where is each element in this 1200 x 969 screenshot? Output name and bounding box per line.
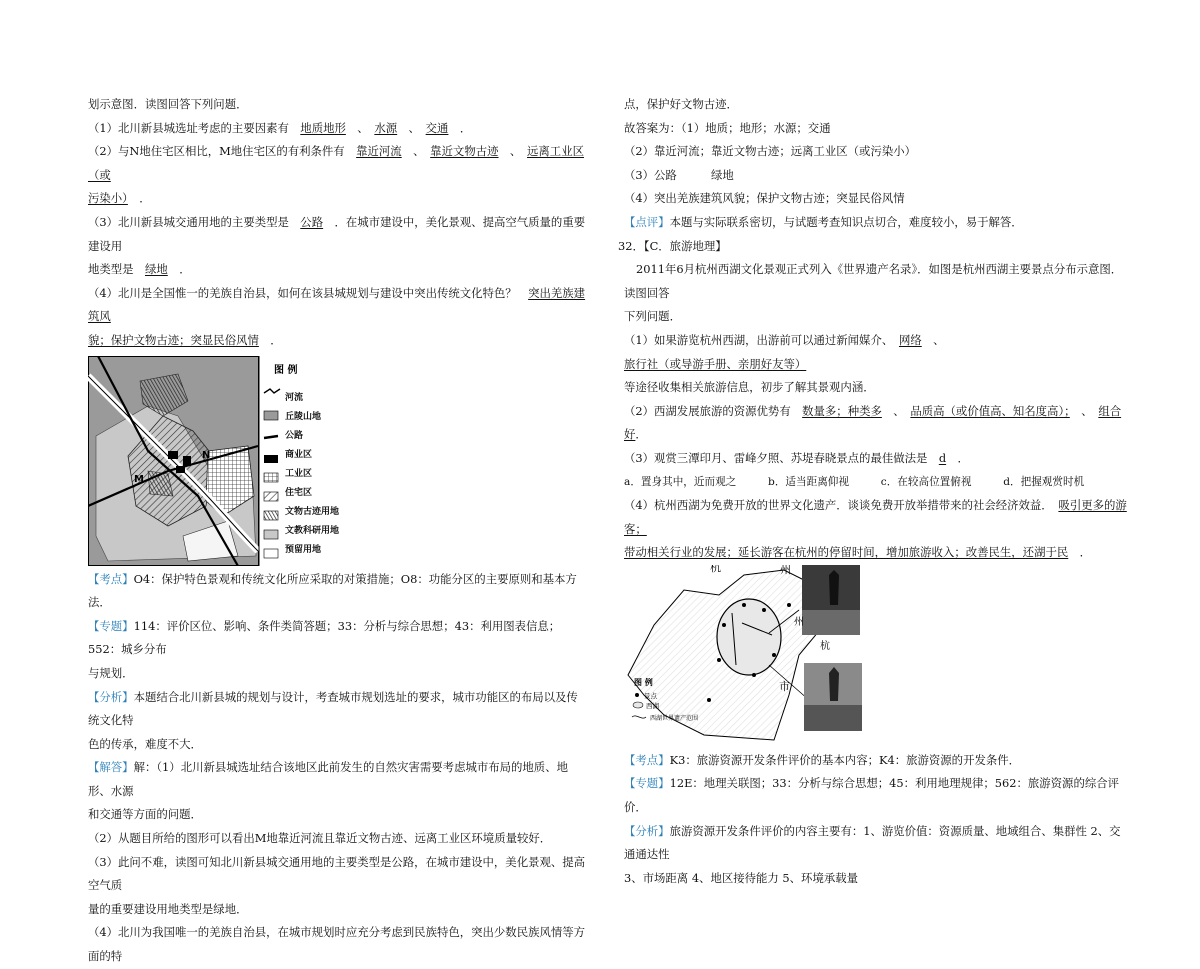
final-answer-3: （3）公路 绿地 [624,167,734,182]
question-4: （4）北川是全国惟一的羌族自治县，如何在该县城规划与建设中突出传统文化特色？ 突出羌族建筑风 [88,285,586,324]
legend-scenic-spot: 景点 [644,691,657,700]
q32-intro: 2011年6月杭州西湖文化景观正式列入《世界遗产名录》．如图是杭州西湖主要景点分布示意图．读图回答 [624,262,1123,300]
legend-heritage-range: 西湖世界遗产范围 [650,714,699,722]
q32-question-1-cont: 等途径收集相关旅游信息，初步了解其景观内涵． [624,380,875,395]
final-answer-1: 故答案为：（1）地质；地形；水源；交通 [624,120,831,135]
answer-2: （2）从题目所给的图形可以看出M地靠近河流且靠近文物古迹、远离工业区环境质量较好． [88,831,552,846]
map-label-n: N [202,449,211,461]
zhuanti-line-cont: 与规划． [88,665,134,680]
q32-intro-cont: 下列问题． [624,309,681,324]
map-label-m: M [134,473,144,485]
legend-education: 文教科研用地 [285,525,340,536]
r-kaodian-line: 【考点】K3：旅游资源开发条件评价的基本内容；K4：旅游资源的开发条件． [624,752,1021,767]
legend-heritage: 文物古迹用地 [285,506,340,517]
right-column [618,93,1130,890]
q32-question-2-cont: 好． [624,427,647,442]
legend-river: 河流 [285,392,304,403]
legend-commercial: 商业区 [285,449,313,460]
r-fenxi-line: 【分析】旅游资源开发条件评价的内容主要有：1、游览价值：资源质量、地域组合、集群性 2、交通通达性 [624,823,1121,862]
r-zhuanti-tag: 【专题】 [624,776,670,791]
west-lake-legend-title: 图 例 [634,677,653,687]
legend-hills: 丘陵山地 [285,411,322,422]
q32-title: 32．【C．旅游地理】 [618,238,727,253]
beichuan-map [88,356,388,566]
dianping-tag: 【点评】 [624,214,670,229]
answer-4: （4）北川为我国唯一的羌族自治县，在城市规划时应充分考虑到民族特色，突出少数民族风情等方面的特 [88,925,586,964]
legend-residential: 住宅区 [285,487,313,498]
jieda-tag: 【解答】 [88,760,134,775]
beichuan-map-figure [88,356,388,566]
final-answer-4: （4）突出羌族建筑风貌；保护文物古迹；突显民俗风情 [624,191,905,206]
question-3: （3）北川新县城交通用地的主要类型是 公路 ．在城市建设中，美化景观、提高空气质量的重要建设用 [88,214,586,253]
fenxi-line-cont: 色的传承，难度不大． [88,736,202,751]
r-kaodian-tag: 【考点】 [624,752,670,767]
answer-3: （3）此问不难，读图可知北川新县城交通用地的主要类型是公路，在城市建设中，美化景观、提高空气质 [88,854,586,893]
zhuanti-tag: 【专题】 [88,618,134,633]
q32-question-4: （4）杭州西湖为免费开放的世界文化遗产．谈谈免费开放举措带来的社会经济效益． 吸引更多的游客； [624,498,1127,536]
question-3-cont: 地类型是 绿地 ． [88,262,191,277]
question-1: （1）北川新县城选址考虑的主要因素有 地质地形 、 水源 、 交通 ． [88,120,472,135]
q32-question-4-cont: 带动相关行业的发展；延长游客在杭州的停留时间，增加旅游收入；改善民生，还湖于民 ． [624,545,1092,560]
question-4-cont: 貌；保护文物古迹；突显民俗风情 ． [88,332,282,347]
q32-question-3: （3）观赏三潭印月、雷峰夕照、苏堤春晓景点的最佳做法是 d ． [624,450,969,465]
legend-industrial: 工业区 [285,468,313,479]
map-label-shi: 市 [779,679,790,693]
intro-line: 划示意图．读图回答下列问题． [88,97,248,111]
question-2-cont: 污染小） ． [88,191,151,206]
left-column [88,93,588,969]
map-label-zhou: 州 [780,564,791,576]
q32-options: a．置身其中，近而观之 b．适当距离仰视 c．在较高位置俯视 d．把握观赏时机 [624,475,1085,488]
question-2: （2）与N地住宅区相比，M地住宅区的有利条件有 靠近河流 、 靠近文物古迹 、 远离工业区（或 [88,144,584,182]
answer-3-cont: 量的重要建设用地类型是绿地． [88,901,248,916]
legend-west-lake: 西湖 [646,701,659,710]
kaodian-line: 【考点】O4：保护特色景观和传统文化所应采取的对策措施；O8：功能分区的主要原则和基本方法． [88,571,577,610]
jieda-line-cont: 和交通等方面的问题． [88,807,202,822]
answer-4-cont: 点，保护好文物古迹． [624,97,738,111]
r-fenxi-line-cont: 3、市场距离 4、地区接待能力 5、环境承载量 [624,870,859,885]
q32-question-1: （1）如果游览杭州西湖，出游前可以通过新闻媒介、 网络 、 旅行社（或导游手册、亲朋好友等） [624,332,951,371]
map-label-hang2: 杭 [820,640,830,652]
fenxi-line: 【分析】本题结合北川新县城的规划与设计，考查城市规划选址的要求，城市功能区的布局以及传统文化特 [88,689,578,728]
dianping-line: 【点评】本题与实际联系密切，与试题考查知识点切合，难度较小，易于解答． [624,214,1023,229]
q32-question-2: （2）西湖发展旅游的资源优势有 数量多；种类多 、 品质高（或价值高、知名度高）； 、 组合 [624,403,1122,418]
west-lake-map-figure [624,565,1114,743]
map-label-hang: 杭 [710,564,721,574]
fenxi-tag: 【分析】 [88,689,134,704]
legend-reserved: 预留用地 [285,544,322,555]
legend-road: 公路 [285,430,304,441]
kaodian-tag: 【考点】 [88,571,134,586]
map-label-zhou2: 州 [794,616,804,628]
legend-title: 图 例 [274,364,298,376]
zhuanti-line: 【专题】114：评价区位、影响、条件类简答题；33：分析与综合思想；43：利用图表信息；552：城乡分布 [88,618,561,657]
final-answer-2: （2）靠近河流；靠近文物古迹；远离工业区（或污染小） [624,144,917,159]
r-fenxi-tag: 【分析】 [624,823,670,838]
jieda-line: 【解答】解：（1）北川新县城选址结合该地区此前发生的自然灾害需要考虑城市布局的地质、地形、水源 [88,760,568,798]
r-zhuanti-line: 【专题】12E：地理关联图；33：分析与综合思想；45：利用地理规律；562：旅游资源的综合评价． [624,776,1120,815]
west-lake-map [624,565,1114,743]
